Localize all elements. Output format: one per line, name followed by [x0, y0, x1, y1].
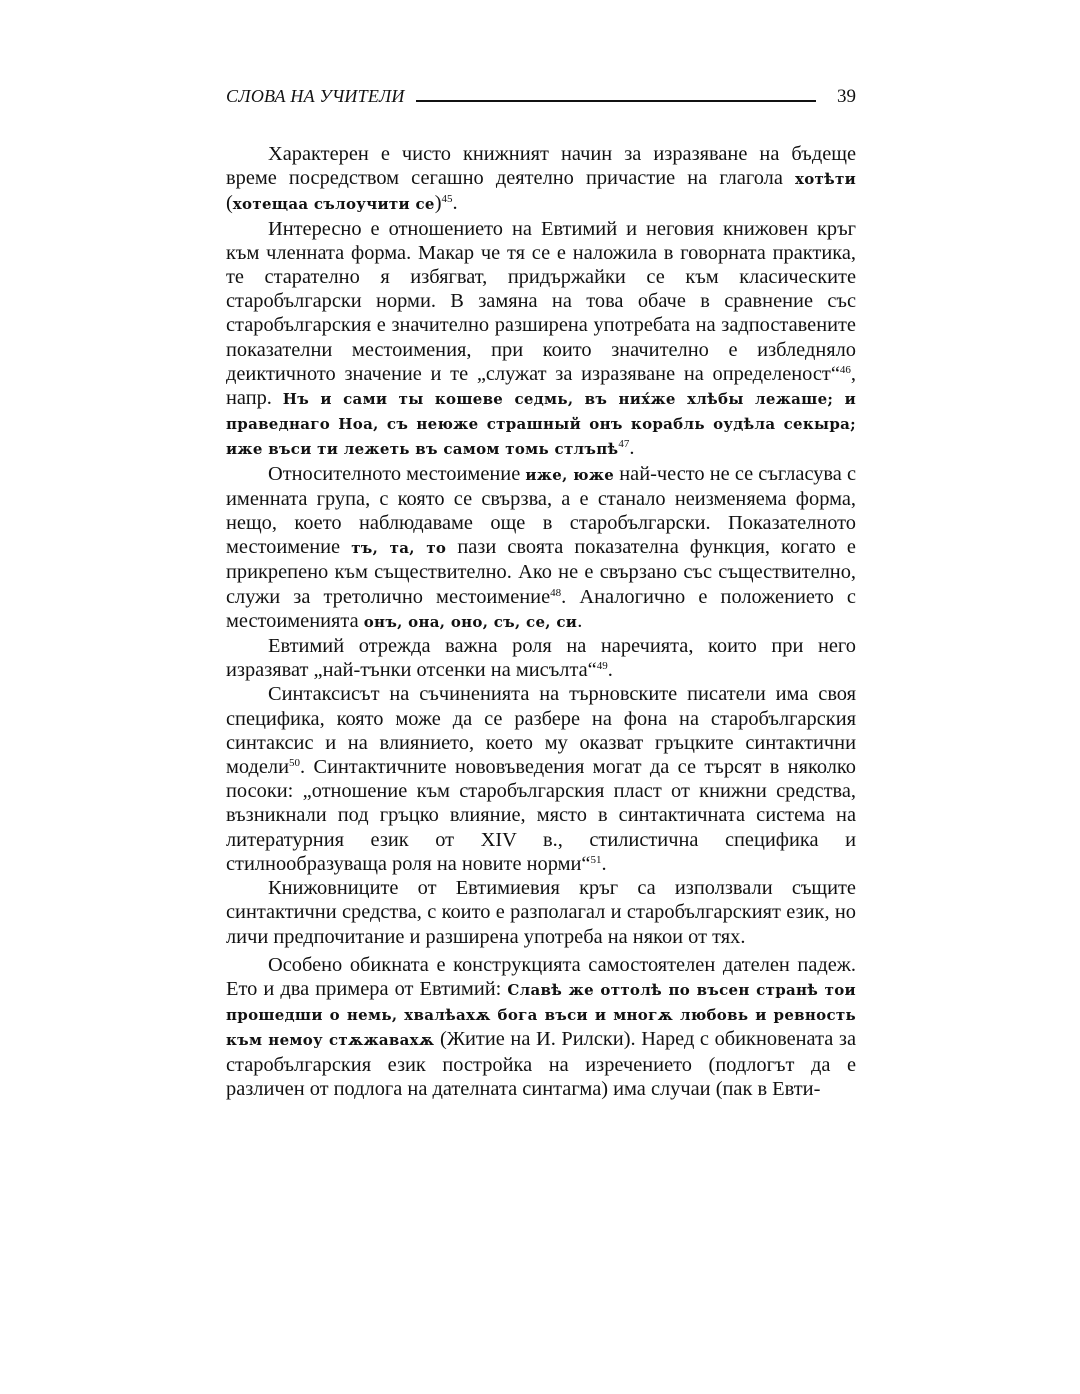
- paragraph-text: най-често не се съгласува с именната група, с която се свързва, а е станало неизменяема форма, нещо, което наблюдаваме още в старобългарски. Показателното местоимение: [226, 462, 857, 559]
- paragraph-text: Книжовниците от Евтимиевия кръг са използвали същите синтактични средства, с които е разполагал и старобългарският език, но личи предпочитание и разширена употреба на някои от тях.: [226, 877, 856, 948]
- paragraph-p4: [226, 634, 856, 682]
- old-bulgarian-quote: Нъ и сами ты кошеве седмь, въ них́же хлѣбы лежаше; и праведнаго Ноа, съ неюже страшный онъ корабль оудѣла секыра; иже въси ти лежеть въ самом томь стлъпѣ: [226, 390, 857, 459]
- paragraph-text: .: [601, 852, 607, 875]
- paragraph-text: .: [629, 437, 635, 460]
- paragraph-p1: [226, 142, 856, 217]
- paragraph-p5: [226, 682, 856, 876]
- paragraph-text: (Житие на И. Рилски). Наред с обикновената за старобългарския език постройка на изречението (подлогът да е различен от подлога на дателната синтагма) има случаи (пак в Евти-: [226, 1028, 856, 1100]
- header-rule: [416, 100, 816, 102]
- paragraph-text: пази своята показателна функция, когато е прикрепено към съществително. Ако не е свързано със съществително, служи за третолично местоимение: [226, 536, 856, 608]
- paragraph-p6: [226, 876, 856, 949]
- footnote-ref: 50: [289, 757, 301, 770]
- paragraph-text: Относителното местоимение: [268, 462, 526, 485]
- footnote-ref: 47: [618, 438, 630, 451]
- paragraph-p3: [226, 462, 856, 634]
- paragraph-text: (: [226, 192, 233, 215]
- paragraph-p7: [226, 953, 856, 1101]
- old-bulgarian-quote: хотѣти: [794, 170, 856, 189]
- paragraph-text: , напр.: [226, 362, 856, 410]
- footnote-ref: 45: [441, 193, 453, 206]
- paragraph-text: .: [577, 609, 583, 632]
- footnote-ref: 51: [590, 853, 602, 866]
- footnote-ref: 48: [550, 586, 562, 599]
- paragraph-text: . Аналогично е положението с местоименията: [226, 585, 856, 632]
- paragraph-text: Особено обикната е конструкцията самостоятелен дателен падеж. Ето и два примера от Евтимий:: [226, 953, 856, 1000]
- old-bulgarian-quote: хотещаа сълоучити се: [232, 195, 435, 214]
- paragraph-text: Характерен е чисто книжният начин за изразяване на бъдеще време посредством сегашно деятелно причастие на глагола: [226, 143, 856, 190]
- footnote-ref: 49: [596, 660, 608, 673]
- paragraph-text: .: [607, 659, 613, 682]
- paragraph-p2: [226, 217, 856, 462]
- paragraph-text: ): [434, 192, 442, 215]
- paragraph-text: .: [452, 192, 458, 215]
- running-title: СЛОВА НА УЧИТЕЛИ: [226, 86, 405, 106]
- paragraph-text: Интересно е отношението на Евтимий и неговия книжовен кръг към членната форма. Макар че тя се е наложила в говорната практика, те старателно я избягват, придържайки се към класическите старобългарски норми. В замяна на това обаче в сравнение със старобългарския е значително разширена употребата на задпоставените показателни местоимения, при които значително е избледняло деиктичното значение и те „служат за изразяване на определеност“: [226, 217, 856, 385]
- old-bulgarian-quote: онъ, она, оно, съ, се, си: [363, 612, 578, 631]
- old-bulgarian-quote: Славѣ же оттолѣ по въсен странѣ тои прошедши о немь, хвалѣахѫ бога въси и многѫ любовь и ревность към немоу стѫжавахѫ: [226, 980, 856, 1050]
- old-bulgarian-quote: тъ, та, то: [351, 539, 447, 558]
- footnote-ref: 46: [839, 363, 851, 376]
- paragraph-text: . Синтактичните нововъведения могат да се търсят в няколко посоки: „отношение към старобългарския пласт от книжни средства, възникнали под гръцко влияние, място в синтактичната система на литературния език от XIV в., стилистична специфика и стилнообразуваща роля на новите норми“: [226, 756, 856, 875]
- paragraph-text: Синтаксисът на съчиненията на търновските писатели има своя специфика, която може да се разбере на фона на старобългарския синтаксис и на влиянието, което му оказват гръцките синтактични модели: [226, 683, 856, 779]
- old-bulgarian-quote: иже, юже: [525, 465, 615, 484]
- paragraph-text: Евтимий отрежда важна роля на наречията, които при него изразяват „най-тънки отсенки на мисълта“: [226, 635, 856, 682]
- page-header: [226, 86, 856, 110]
- body-text: [226, 142, 856, 1101]
- page-number: 39: [837, 86, 856, 107]
